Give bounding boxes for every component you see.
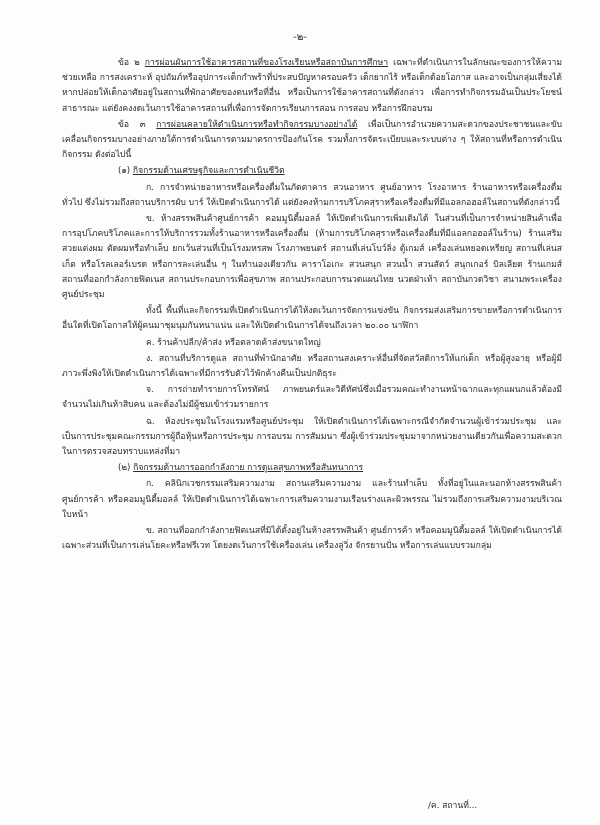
item-1-d: ง. สถานที่บริการดูแล สถานที่พำนักอาศัย หรือสถานสงเคราะห์อื่นที่จัดสวัสดิการให้แก่เด็ก หรือผู้สูงอายุ หรือผู้มีภาวะพึ่งพิงให้เปิดดำเนินการได้เฉพาะที่มีการรับตัวไว้พักค้างคืนเป็นปกติธุระ [62,353,562,380]
item-1-a: ก. การจำหน่ายอาหารหรือเครื่องดื่มในภัตตาคาร สวนอาหาร ศูนย์อาหาร โรงอาหาร ร้านอาหารหรือเครื่องดื่มทั่วไป ซึ่งไม่รวมถึงสถานบริการผับ บาร์ ให้เปิดดำเนินการได้ แต่ยังคงห้ามการบริโภคสุราหรือเครื่องดื่มที่มีแอลกอฮอล์ในสถานที่ดังกล่าวนี้ [62,182,562,208]
item-2-a: ก. คลินิกเวชกรรมเสริมความงาม สถานเสริมความงาม และร้านทำเล็บ ทั้งที่อยู่ในและนอกห้างสรรพสินค้า ศูนย์การค้า หรือคอมมูนิตี้มอลล์ ให้เปิดดำเนินการได้เฉพาะการเสริมความงามเรือนร่างและผิวพรรณ ไม่รวมถึงการเสริมความงามบริเวณใบหน้า [62,479,562,520]
section-2-heading [62,461,562,476]
clause-2-body: เฉพาะที่ดำเนินการในลักษณะของการให้ความช่วยเหลือ การสงเคราะห์ อุปถัมภ์หรืออุปการะเด็กกำพร้าที่ประสบปัญหาครอบครัว เด็กยากไร้ หรือเด็กด้อยโอกาส และอาจเป็นกลุ่มเสี่ยงได้หากปล่อยให้เด็กอาศัยอยู่ในสถานที่พักอาศัยของตนหรือที่อื่น หรือเป็นการใช้อาคารสถานที่ดังกล่าว เพื่อการทำกิจกรรมอันเป็นประโยชน์สาธารณะ แต่ยังคงงดเว้นการใช้อาคารสถานที่เพื่อการจัดการเรียนการสอน การสอบ หรือการฝึกอบรม [62,58,563,114]
clause-3-body: เพื่อเป็นการอำนวยความสะดวกของประชาชนและขับเคลื่อนกิจกรรมบางอย่างภายใต้การดำเนินการตามมาตรการป้องกันโรค รวมทั้งการจัดระเบียบและระบบต่าง ๆ ให้สถานที่หรือการดำเนินกิจกรรม ดังต่อไปนี้ [62,119,562,161]
clause-3-title: การผ่อนคลายให้ดำเนินการหรือทำกิจกรรมบางอย่างได้ [156,119,358,130]
item-2-b: ข. สถานที่ออกกำลังกายฟิตเนสที่มิได้ตั้งอยู่ในห้างสรรพสินค้า ศูนย์การค้า หรือคอมมูนิตี้มอลล์ ให้เปิดดำเนินการได้เฉพาะส่วนที่เป็นการเล่นโยคะหรือฟรีเวท โดยงดเว้นการใช้เครื่องเล่น เครื่องลู่วิ่ง จักรยานปั่น หรือการเล่นแบบรวมกลุ่ม [62,526,562,552]
item-1-f: ฉ. ห้องประชุมในโรงแรมหรือศูนย์ประชุม ให้เปิดดำเนินการได้เฉพาะกรณีจำกัดจำนวนผู้เข้าร่วมประชุม และเป็นการประชุมคณะกรรมการผู้ถือหุ้นหรือการประชุม การอบรม การสัมมนา ซึ่งผู้เข้าร่วมประชุมมาจากหน่วยงานเดียวกันเพื่อความสะดวกในการตรวจสอบทราบแหล่งที่มา [62,416,562,458]
clause-3 [62,118,562,164]
item-1-e: จ. การถ่ายทำรายการโทรทัศน์ ภาพยนตร์และวิดีทัศน์ซึ่งเมื่อรวมคณะทำงานหน้าฉากและทุกแผนกแล้วต้องมีจำนวนไม่เกินห้าสิบคน และต้องไม่มีผู้ชมเข้าร่วมรายการ [62,385,562,411]
clause-2 [62,56,562,117]
item-1-b: ข. ห้างสรรพสินค้าศูนย์การค้า คอมมูนิตี้มอลล์ ให้เปิดดำเนินการเพิ่มเติมได้ ในส่วนที่เป็นการจำหน่ายสินค้าเพื่อการอุปโภคบริโภคและการให้บริการรวมทั้งร้านอาหารหรือเครื่องดื่ม (ห้ามการบริโภคสุราหรือเครื่องดื่มที่มีแอลกอฮอล์ในร้าน) ร้านเสริมสวยแต่งผม ตัดผมหรือทำเล็บ ยกเว้นส่วนที่เป็นโรงมหรสพ โรงภาพยนตร์ สถานที่เล่นโบว์ลิ่ง ตู้เกมส์ เครื่องเล่นหยอดเหรียญ สถานที่เล่นสเก็ต หรือโรลเลอร์เบรด หรือการละเล่นอื่น ๆ ในทำนองเดียวกัน คาราโอเกะ สวนสนุก สวนน้ำ สวนสัตว์ สนุกเกอร์ บิลเลียด ร้านเกมส์ สถานที่ออกกำลังกายฟิตเนส สถานประกอบการเพื่อสุขภาพ สถานประกอบการนวดแผนไทย นวดฝ่าเท้า สถาบันกวดวิชา สนามพระเครื่อง ศูนย์ประชุม [62,214,562,301]
clause-2-prefix: ข้อ ๒ [118,58,140,68]
section-1-heading [62,164,562,179]
clause-3-prefix: ข้อ ๓ [118,119,146,130]
item-1-c: ค. ร้านค้าปลีก/ค้าส่ง หรือตลาดค้าส่งขนาดใหญ่ [146,337,321,348]
section-2-number: (๒) [118,463,131,474]
section-1-number: (๑) [118,166,131,177]
section-2-title: กิจกรรมด้านการออกกำลังกาย การดูแลสุขภาพหรือสันทนาการ [133,463,364,474]
page-number: -๒- [293,32,307,43]
clause-2-title: การผ่อนผันการใช้อาคารสถานที่ของโรงเรียนหรือสถาบันการศึกษา [144,58,389,68]
section-1-title: กิจกรรมด้านเศรษฐกิจและการดำเนินชีวิต [132,166,285,177]
continuation-marker: /ค. สถานที่... [428,801,478,811]
document-body [62,56,562,556]
item-1-b-continuation: ทั้งนี้ พื้นที่และกิจกรรมที่เปิดดำเนินการได้ให้งดเว้นการจัดการแข่งขัน กิจกรรมส่งเสริมการขายหรือการดำเนินการอื่นใดที่เปิดโอกาสให้ผู้คนมาชุมนุมกันหนาแน่น และให้เปิดดำเนินการได้จนถึงเวลา ๒๐.๐๐ นาฬิกา [62,306,562,332]
